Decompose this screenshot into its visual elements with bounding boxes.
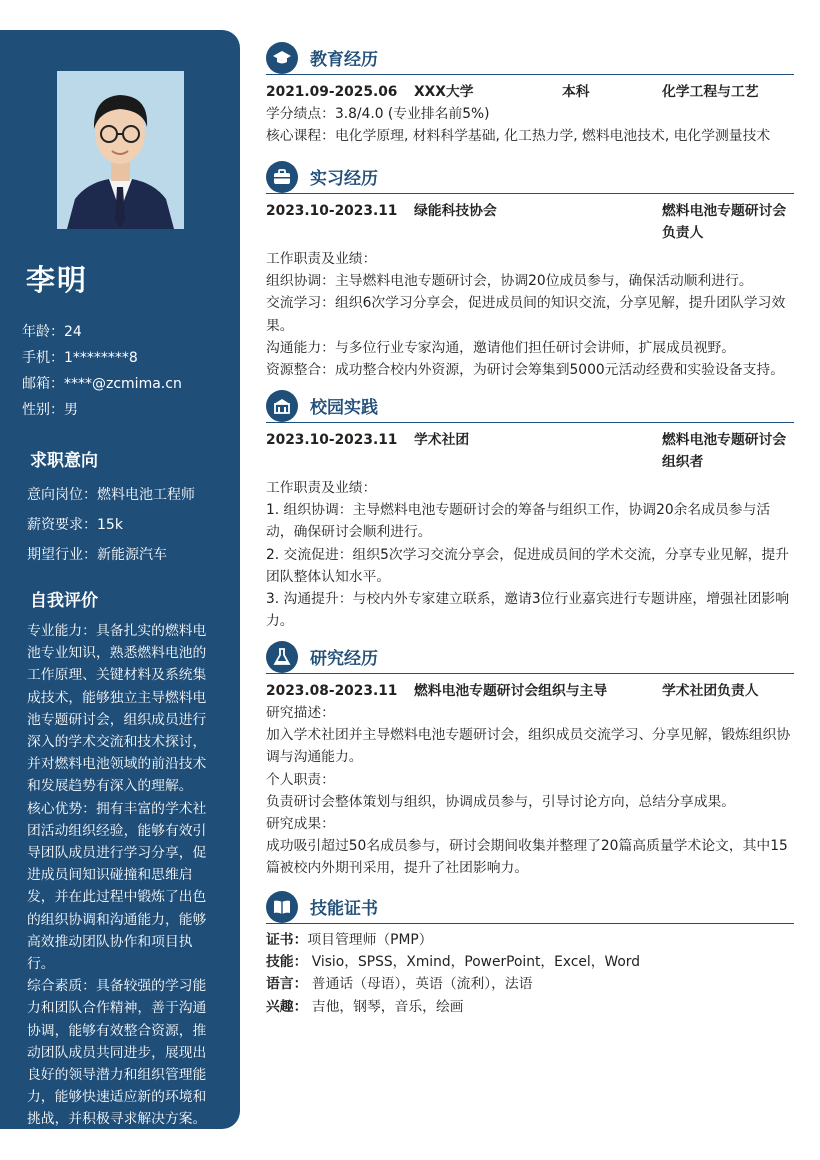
basic-info xyxy=(22,319,232,423)
campus-row xyxy=(266,429,794,473)
profile-photo xyxy=(57,71,184,229)
candidate-name: 李明 xyxy=(26,263,89,297)
education-section xyxy=(266,42,794,147)
research-line: 成功吸引超过50名成员参与，研讨会期间收集并整理了20篇高质量学术论文，其中15篇被校内外期刊采用，提升了社团影响力。 xyxy=(266,838,788,877)
sidebar xyxy=(0,30,240,1129)
internship-org: 绿能科技协会 xyxy=(414,203,497,219)
research-line: 研究成果： xyxy=(266,816,335,833)
internship-role: 燃料电池专题研讨会负责人 xyxy=(662,203,787,241)
research-line: 研究描述： xyxy=(266,705,335,721)
campus-details xyxy=(266,477,794,632)
internship-row xyxy=(266,200,794,244)
research-line: 负责研讨会整体策划与组织，协调成员参与，引导讨论方向，总结分享成果。 xyxy=(266,793,736,810)
education-title: 教育经历 xyxy=(310,50,378,70)
education-row xyxy=(266,81,794,103)
research-title: 研究经历 xyxy=(310,649,378,669)
internship-intro: 工作职责及业绩： xyxy=(266,251,377,267)
internship-details xyxy=(266,248,794,381)
research-project: 燃料电池专题研讨会组织与主导 xyxy=(414,683,608,699)
graduation-cap-icon xyxy=(266,42,298,74)
self-eval-paragraph: 核心优势：拥有丰富的学术社团活动组织经验，能够有效引导团队成员进行学习分享，促进成员间知识碰撞和思维启发，并在此过程中锻炼了出色的组织协调和沟通能力，能够高效推动团队协作和项目执行。 xyxy=(27,800,207,973)
briefcase-icon xyxy=(266,161,298,193)
education-date: 2021.09-2025.06 xyxy=(266,84,398,100)
self-eval-text xyxy=(27,620,217,1131)
research-line: 加入学术社团并主导燃料电池专题研讨会，组织成员交流学习、分享见解，锻炼组织协调与沟通能力。 xyxy=(266,727,791,766)
campus-title: 校园实践 xyxy=(310,398,378,418)
intent-industry: 期望行业：新能源汽车 xyxy=(27,547,167,563)
intent-salary: 薪资要求：15k xyxy=(27,517,123,533)
skill-certificate: 证书：项目管理师（PMP） xyxy=(266,932,433,948)
internship-header xyxy=(266,161,794,194)
skill-software: 技能： Visio，SPSS，Xmind，PowerPoint，Excel，Word xyxy=(266,954,640,971)
education-courses: 核心课程：电化学原理, 材料科学基础, 化工热力学, 燃料电池技术, 电化学测量技术 xyxy=(266,128,771,145)
self-eval-paragraph: 专业能力：具备扎实的燃料电池专业知识，熟悉燃料电池的工作原理、关键材料及系统集成技术，能够独立主导燃料电池专题研讨会，组织成员进行深入的学术交流和技术探讨，并对燃料电池领域的前沿技术和发展趋势有深入的理解。 xyxy=(27,623,207,795)
info-gender: 性别：男 xyxy=(22,402,78,418)
campus-org: 学术社团 xyxy=(414,432,470,448)
research-section xyxy=(266,641,794,880)
skill-interest: 兴趣： 吉他，钢琴，音乐，绘画 xyxy=(266,998,464,1015)
self-eval-paragraph: 综合素质：具备较强的学习能力和团队合作精神，善于沟通协调，能够有效整合资源，推动团队成员共同进步，展现出良好的领导潜力和组织管理能力，能够快速适应新的环境和挑战，并积极寻求解决方案。 xyxy=(27,978,207,1128)
internship-section xyxy=(266,161,794,381)
intent-list xyxy=(27,480,195,570)
skills-header xyxy=(266,891,794,924)
education-header xyxy=(266,42,794,75)
intent-title: 求职意向 xyxy=(30,451,98,471)
internship-line: 组织协调：主导燃料电池专题研讨会，协调20位成员参与，确保活动顺利进行。 xyxy=(266,273,753,290)
research-line: 个人职责： xyxy=(266,771,335,788)
campus-role: 燃料电池专题研讨会组织者 xyxy=(662,432,787,470)
research-header xyxy=(266,641,794,674)
campus-date: 2023.10-2023.11 xyxy=(266,432,398,448)
flask-icon xyxy=(266,641,298,673)
skills-list xyxy=(266,929,794,1018)
internship-line: 交流学习：组织6次学习分享会，促进成员间的知识交流，分享见解，提升团队学习效果。 xyxy=(266,295,786,334)
campus-line: 1. 组织协调：主导燃料电池专题研讨会的筹备与组织工作，协调20余名成员参与活动，确保研讨会顺利进行。 xyxy=(266,502,771,541)
campus-header xyxy=(266,390,794,423)
book-icon xyxy=(266,891,298,923)
internship-line: 资源整合：成功整合校内外资源，为研讨会筹集到5000元活动经费和实验设备支持。 xyxy=(266,362,785,379)
skills-title: 技能证书 xyxy=(310,899,378,919)
campus-building-icon xyxy=(266,390,298,422)
education-gpa: 学分绩点：3.8/4.0 (专业排名前5%) xyxy=(266,106,490,122)
campus-intro: 工作职责及业绩： xyxy=(266,480,377,496)
info-age: 年龄：24 xyxy=(22,324,82,340)
intent-position: 意向岗位：燃料电池工程师 xyxy=(27,487,195,503)
internship-line: 沟通能力：与多位行业专家沟通，邀请他们担任研讨会讲师，扩展成员视野。 xyxy=(266,339,736,356)
campus-line: 2. 交流促进：组织5次学习交流分享会，促进成员间的学术交流，分享专业见解，提升团队整体认知水平。 xyxy=(266,546,790,585)
education-school: XXX大学 xyxy=(414,84,474,100)
skill-language: 语言： 普通话（母语），英语（流利），法语 xyxy=(266,976,533,993)
self-eval-title: 自我评价 xyxy=(30,591,98,611)
education-degree: 本科 xyxy=(562,84,590,100)
research-details xyxy=(266,702,794,880)
campus-section xyxy=(266,390,794,632)
info-email: 邮箱：****@zcmima.cn xyxy=(22,376,182,392)
skills-section xyxy=(266,891,794,1018)
research-row xyxy=(266,680,794,702)
campus-line: 3. 沟通提升：与校内外专家建立联系，邀请3位行业嘉宾进行专题讲座，增强社团影响力。 xyxy=(266,591,790,630)
research-date: 2023.08-2023.11 xyxy=(266,683,398,699)
info-phone: 手机：1********8 xyxy=(22,350,138,366)
internship-date: 2023.10-2023.11 xyxy=(266,203,398,219)
internship-title: 实习经历 xyxy=(310,169,378,189)
education-major: 化学工程与工艺 xyxy=(662,84,759,100)
research-role: 学术社团负责人 xyxy=(662,683,759,699)
